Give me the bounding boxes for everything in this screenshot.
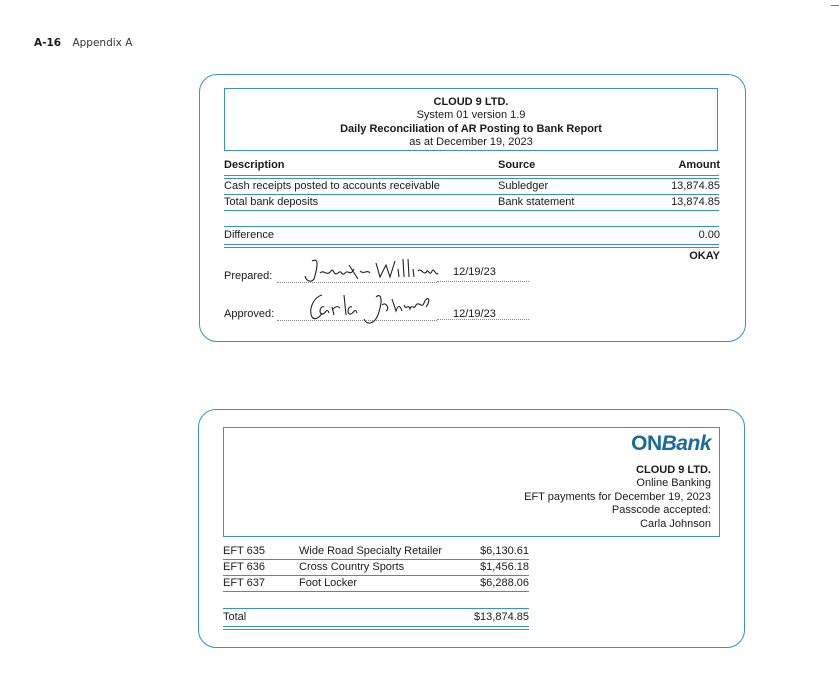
report-system: System 01 version 1.9 [416, 109, 526, 122]
total-top-rule [223, 608, 529, 609]
eft-1-payee: Wide Road Specialty Retailer [299, 545, 443, 557]
section-title: Appendix A [72, 37, 133, 49]
report-title-box [224, 88, 718, 151]
eft-2-payee: Cross Country Sports [299, 561, 405, 573]
prepared-date-line [437, 281, 529, 282]
col-header-source: Source [498, 159, 536, 171]
header-rule [224, 175, 719, 179]
row-2-rule [224, 210, 719, 211]
eft-3-amount: $6,288.06 [480, 577, 529, 589]
col-header-description: Description [224, 159, 285, 171]
report-company: CLOUD 9 LTD. [433, 96, 509, 108]
bank-info [524, 464, 711, 531]
row-1-source: Subledger [498, 180, 549, 192]
bank-service: Online Banking [636, 477, 711, 490]
bank-passcode: Passcode accepted: [611, 504, 711, 517]
eft-1-rule [223, 559, 529, 560]
page-header [34, 37, 132, 49]
eft-2-ref: EFT 636 [223, 561, 265, 573]
eft-1-amount: $6,130.61 [480, 545, 529, 557]
eft-3-rule [223, 591, 529, 592]
bank-logo-bank: Bank [661, 432, 711, 455]
page-number: A-16 [34, 37, 62, 49]
total-value: $13,874.85 [473, 611, 529, 623]
row-1-rule [224, 194, 719, 195]
online-banking-card [198, 409, 745, 648]
bank-logo [631, 431, 711, 457]
approved-date: 12/19/23 [453, 308, 496, 320]
row-1-amount: 13,874.85 [671, 180, 720, 192]
report-date: as at December 19, 2023 [409, 135, 533, 148]
prepared-signature [300, 255, 440, 287]
eft-1-ref: EFT 635 [223, 545, 265, 557]
bank-user: Carla Johnson [640, 517, 711, 530]
difference-label: Difference [224, 229, 274, 241]
col-header-amount: Amount [678, 159, 720, 171]
eft-2-rule [223, 575, 529, 576]
eft-2-amount: $1,456.18 [480, 561, 529, 573]
prepared-label: Prepared: [224, 270, 273, 282]
reconciliation-report-card [199, 74, 746, 342]
bank-eft-line: EFT payments for December 19, 2023 [524, 490, 711, 503]
row-1-description: Cash receipts posted to accounts receivable [224, 180, 440, 192]
report-title: Daily Reconciliation of AR Posting to Bank Report [340, 122, 602, 135]
row-2-description: Total bank deposits [224, 196, 319, 208]
row-2-source: Bank statement [498, 196, 575, 208]
total-bottom-rule [223, 626, 529, 630]
approved-signature [306, 289, 436, 329]
bank-company: CLOUD 9 LTD. [636, 464, 711, 476]
prepared-date: 12/19/23 [453, 266, 496, 278]
approved-label: Approved: [224, 308, 275, 320]
bank-header-box [223, 427, 720, 537]
approved-date-line [437, 319, 529, 320]
corner-mark [831, 5, 839, 6]
eft-3-ref: EFT 637 [223, 577, 265, 589]
eft-3-payee: Foot Locker [299, 577, 358, 589]
difference-bottom-rule [224, 244, 719, 248]
bank-logo-on: ON [631, 432, 662, 455]
status-okay: OKAY [689, 250, 720, 262]
difference-top-rule [224, 226, 719, 227]
difference-value: 0.00 [698, 229, 720, 241]
total-label: Total [223, 611, 247, 623]
row-2-amount: 13,874.85 [671, 196, 720, 208]
